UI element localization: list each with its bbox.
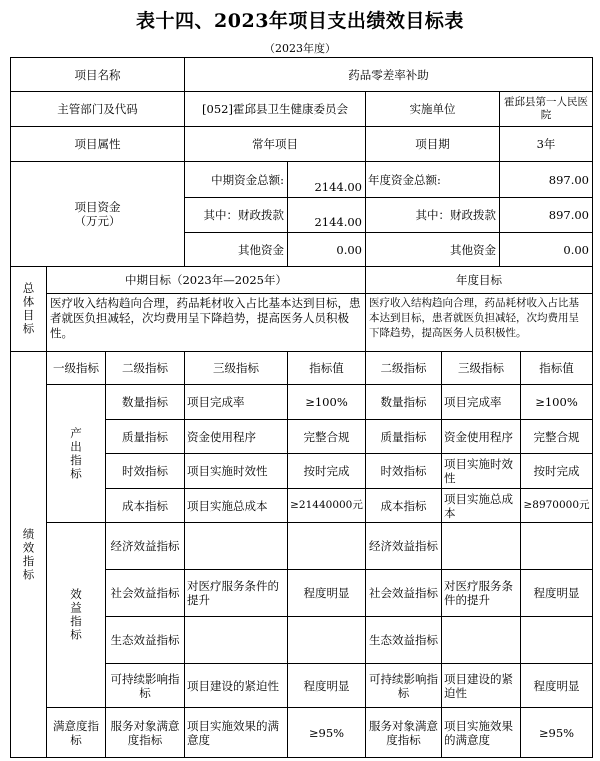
- page-subtitle: （2023年度）: [264, 42, 336, 55]
- satisfaction-level2: 服务对象满意度指标: [105, 707, 185, 758]
- header-level2: 二级指标: [105, 351, 185, 385]
- satisfaction-year-value: ≥95%: [520, 707, 593, 758]
- mid-goal-header: 中期目标（2023年—2025年）: [46, 266, 366, 294]
- mid-other-label: 其他资金: [184, 232, 288, 267]
- benefit-value: 程度明显: [287, 569, 366, 617]
- benefit-year-level2: 社会效益指标: [365, 569, 442, 617]
- benefit-level2: 社会效益指标: [105, 569, 185, 617]
- year-fiscal-value: 897.00: [499, 197, 593, 233]
- output-value: ≥21440000元: [287, 488, 366, 523]
- output-year-level3: 项目实施时效性: [441, 453, 521, 489]
- satisfaction-value: ≥95%: [287, 707, 366, 758]
- period-value: 3年: [499, 126, 593, 162]
- year-fiscal-label: 其中：财政拨款: [365, 197, 500, 233]
- benefit-level3: 项目建设的紧迫性: [184, 663, 288, 708]
- benefit-year-value: [520, 522, 593, 570]
- output-level3: 资金使用程序: [184, 419, 288, 454]
- project-name-label: 项目名称: [10, 57, 185, 92]
- header-year-level2: 二级指标: [365, 351, 442, 385]
- output-year-value: 完整合规: [520, 419, 593, 454]
- mid-fiscal-label: 其中：财政拨款: [184, 197, 288, 233]
- benefit-level2: 生态效益指标: [105, 616, 185, 664]
- header-year-level3: 三级指标: [441, 351, 521, 385]
- benefit-year-value: 程度明显: [520, 569, 593, 617]
- mid-total-value: 2144.00: [287, 161, 366, 198]
- performance-table: [10, 57, 593, 758]
- output-value: ≥100%: [287, 384, 366, 420]
- satisfaction-year-level3: 项目实施效果的满意度: [441, 707, 521, 758]
- satisfaction-year-level2: 服务对象满意度指标: [365, 707, 442, 758]
- output-year-level2: 时效指标: [365, 453, 442, 489]
- benefit-value: [287, 616, 366, 664]
- satisfaction-level3: 项目实施效果的满意度: [184, 707, 288, 758]
- output-year-level2: 成本指标: [365, 488, 442, 523]
- benefit-level2: 经济效益指标: [105, 522, 185, 570]
- output-level2: 时效指标: [105, 453, 185, 489]
- attribute-label: 项目属性: [10, 126, 185, 162]
- benefit-indicator-label: 效益指标: [46, 522, 106, 708]
- output-level2: 数量指标: [105, 384, 185, 420]
- funds-label: 项目资金 （万元）: [10, 161, 185, 267]
- year-goal-text: 医疗收入结构趋向合理，药品耗材收入占比基本达到目标，患者就医负担减轻，次均费用呈下降趋势，提高医务人员积极性。: [365, 293, 593, 352]
- benefit-year-level2: 生态效益指标: [365, 616, 442, 664]
- header-year-value: 指标值: [520, 351, 593, 385]
- benefit-year-level3: 项目建设的紧迫性: [441, 663, 521, 708]
- output-year-level3: 资金使用程序: [441, 419, 521, 454]
- period-label: 项目期: [365, 126, 500, 162]
- benefit-year-value: 程度明显: [520, 663, 593, 708]
- mid-fiscal-value: 2144.00: [287, 197, 366, 233]
- year-total-label: 年度资金总额:: [365, 161, 500, 198]
- output-level2: 成本指标: [105, 488, 185, 523]
- output-year-level2: 数量指标: [365, 384, 442, 420]
- benefit-year-level2: 可持续影响指标: [365, 663, 442, 708]
- year-goal-header: 年度目标: [365, 266, 593, 294]
- goals-side-label: 总体目标: [10, 266, 47, 352]
- header-level3: 三级指标: [184, 351, 288, 385]
- output-level3: 项目实施时效性: [184, 453, 288, 489]
- benefit-year-level3: [441, 616, 521, 664]
- output-year-level3: 项目完成率: [441, 384, 521, 420]
- benefit-value: [287, 522, 366, 570]
- benefit-level2: 可持续影响指标: [105, 663, 185, 708]
- benefit-year-value: [520, 616, 593, 664]
- project-name-value: 药品零差率补助: [184, 57, 593, 92]
- benefit-year-level3: 对医疗服务条件的提升: [441, 569, 521, 617]
- department-label: 主管部门及代码: [10, 91, 185, 127]
- indicators-side-label: 绩效指标: [10, 351, 47, 758]
- benefit-year-level2: 经济效益指标: [365, 522, 442, 570]
- year-other-label: 其他资金: [365, 232, 500, 267]
- output-level2: 质量指标: [105, 419, 185, 454]
- output-year-value: ≥100%: [520, 384, 593, 420]
- department-value: [052]霍邱县卫生健康委员会: [184, 91, 366, 127]
- benefit-level3: [184, 522, 288, 570]
- page-title: 表十四、2023年项目支出绩效目标表: [136, 10, 464, 32]
- mid-other-value: 0.00: [287, 232, 366, 267]
- mid-total-label: 中期资金总额:: [184, 161, 288, 198]
- year-other-value: 0.00: [499, 232, 593, 267]
- mid-goal-text: 医疗收入结构趋向合理，药品耗材收入占比基本达到目标，患者就医负担减轻，次均费用呈下降趋势，提高医务人员积极性。: [46, 293, 366, 352]
- output-indicator-label: 产出指标: [46, 384, 106, 523]
- output-year-level3: 项目实施总成本: [441, 488, 521, 523]
- impl-unit-label: 实施单位: [365, 91, 500, 127]
- impl-unit-value: 霍邱县第一人民医院: [499, 91, 593, 127]
- output-level3: 项目完成率: [184, 384, 288, 420]
- benefit-level3: 对医疗服务条件的提升: [184, 569, 288, 617]
- header-level1: 一级指标: [46, 351, 106, 385]
- attribute-value: 常年项目: [184, 126, 366, 162]
- benefit-value: 程度明显: [287, 663, 366, 708]
- output-level3: 项目实施总成本: [184, 488, 288, 523]
- output-year-level2: 质量指标: [365, 419, 442, 454]
- benefit-year-level3: [441, 522, 521, 570]
- output-value: 完整合规: [287, 419, 366, 454]
- benefit-level3: [184, 616, 288, 664]
- output-year-value: ≥8970000元: [520, 488, 593, 523]
- output-year-value: 按时完成: [520, 453, 593, 489]
- year-total-value: 897.00: [499, 161, 593, 198]
- satisfaction-indicator-label: 满意度指标: [46, 707, 106, 758]
- output-value: 按时完成: [287, 453, 366, 489]
- header-value: 指标值: [287, 351, 366, 385]
